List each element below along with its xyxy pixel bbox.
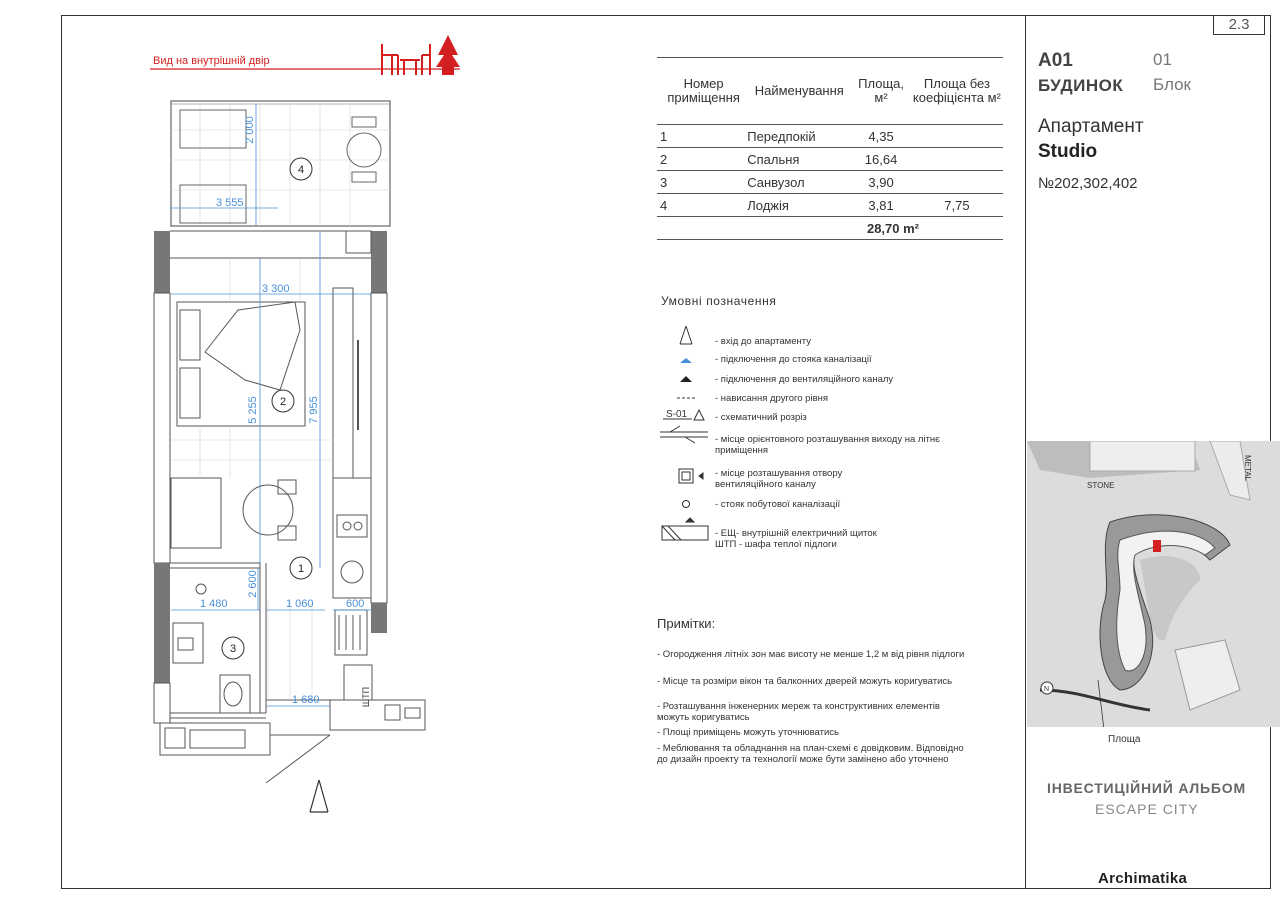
area-table xyxy=(657,57,1003,240)
block-label: Блок xyxy=(1153,75,1191,94)
dim-7955: 7 955 xyxy=(308,396,320,424)
apartment-walls xyxy=(154,231,387,723)
col-name: Найменування xyxy=(754,83,844,98)
dim-2000: 2 000 xyxy=(244,116,256,144)
row-area: 16,64 xyxy=(864,151,898,167)
bedroom-furniture xyxy=(171,288,372,700)
floor-tiles xyxy=(171,258,333,700)
shtp-label: ШТП xyxy=(361,686,371,708)
legend-item: - вхід до апартаменту xyxy=(715,336,811,347)
table-header xyxy=(657,58,1003,125)
legend-icons xyxy=(660,322,715,552)
row-num: 4 xyxy=(660,197,668,213)
room-4-label: 4 xyxy=(297,164,305,176)
row-num: 2 xyxy=(660,151,668,167)
entrance-arrow-icon xyxy=(310,780,328,812)
section-icon xyxy=(694,410,704,420)
dim-1480: 1 480 xyxy=(200,598,228,610)
legend-item: - нависання другого рівня xyxy=(715,393,829,404)
summer-exit-icon xyxy=(660,426,708,443)
table-row xyxy=(657,171,1003,194)
room-1-label: 1 xyxy=(297,563,305,575)
col-number: Номер приміщення xyxy=(667,76,740,105)
total-area: 28,70 m² xyxy=(866,220,920,236)
row-num: 3 xyxy=(660,174,668,190)
apartment-label: Апартамент xyxy=(1038,116,1144,137)
sewer-riser-icon xyxy=(683,501,690,508)
panel-divider xyxy=(1025,15,1026,889)
north-label: N xyxy=(1044,686,1050,693)
row-name: Санвузол xyxy=(747,174,805,190)
note-item: - Меблювання та обладнання на план-схемі є довідковим. Відповідно до дизайн проекту та технології може бути замінено або уточнено xyxy=(657,743,964,765)
section-code: S-01 xyxy=(666,409,688,420)
row-area: 3,90 xyxy=(868,174,894,190)
sewer-connection-icon xyxy=(680,358,692,363)
col-area-nc: Площа без коефіцієнта м² xyxy=(912,76,1001,105)
row-name: Лоджія xyxy=(747,197,789,213)
row-area-nc: 7,75 xyxy=(944,197,970,213)
legend-item: - підключення до стояка каналізації xyxy=(715,354,872,365)
room-2-label: 2 xyxy=(279,396,287,408)
legend-item: - місце розташування отвору вентиляційного каналу xyxy=(715,468,843,490)
col-area: Площа, м² xyxy=(858,76,904,105)
site-map xyxy=(1027,441,1280,727)
dim-1060: 1 060 xyxy=(286,598,314,610)
row-area: 3,81 xyxy=(868,197,894,213)
floor-plan xyxy=(140,35,470,825)
project-name: ESCAPE CITY xyxy=(1095,801,1199,817)
building-label: БУДИНОК xyxy=(1038,76,1124,95)
note-item: - Місце та розміри вікон та балконних дверей можуть коригуватись xyxy=(657,676,953,687)
map-label-metal: METAL xyxy=(1243,455,1252,482)
apartment-type: Studio xyxy=(1038,141,1098,162)
vent-connection-icon xyxy=(680,376,692,382)
legend-title: Умовні позначення xyxy=(661,294,777,308)
map-label-plosha: Площа xyxy=(1108,734,1141,745)
electric-panel-icon xyxy=(662,518,708,540)
block-number: 01 xyxy=(1153,50,1172,69)
legend-item: - схематичний розріз xyxy=(715,412,807,423)
row-name: Передпокій xyxy=(747,128,816,144)
loggia xyxy=(171,101,390,226)
row-area: 4,35 xyxy=(868,128,894,144)
note-item: - Розташування інженерних мереж та конструктивних елементів можуть коригуватись xyxy=(657,701,940,723)
table-row xyxy=(657,125,1003,148)
room-3-label: 3 xyxy=(229,643,237,655)
map-label-stone: STONE xyxy=(1087,481,1115,490)
dim-5255: 5 255 xyxy=(247,396,259,424)
album-title: ІНВЕСТИЦІЙНИЙ АЛЬБОМ xyxy=(1047,780,1246,796)
dim-1680: 1 680 xyxy=(292,694,320,706)
notes-title: Примітки: xyxy=(657,616,716,631)
table-row xyxy=(657,194,1003,217)
legend-item: - ЕЩ- внутрішній електричний щиток ШТП - шафа теплої підлоги xyxy=(715,528,877,550)
legend-item: - місце орієнтовного розташування виходу на літнє приміщення xyxy=(715,434,940,456)
note-item: - Площі приміщень можуть уточнюватись xyxy=(657,727,839,738)
page-number: 2.3 xyxy=(1213,15,1265,35)
legend-item: - стояк побутової каналізації xyxy=(715,499,841,510)
apartment-code: A01 xyxy=(1038,50,1073,71)
note-item: - Огородження літніх зон має висоту не менше 1,2 м від рівня підлоги xyxy=(657,649,965,660)
row-name: Спальня xyxy=(747,151,800,167)
vent-opening-icon xyxy=(679,469,703,483)
dim-3555: 3 555 xyxy=(216,197,244,209)
table-total xyxy=(657,217,1003,240)
archimatika-logo: Archimatika xyxy=(1098,870,1188,887)
dim-600: 600 xyxy=(346,598,365,610)
dim-3300: 3 300 xyxy=(262,283,290,295)
legend-item: - підключення до вентиляційного каналу xyxy=(715,374,894,385)
row-num: 1 xyxy=(660,128,668,144)
table-row xyxy=(657,148,1003,171)
dim-2600: 2 600 xyxy=(247,570,259,598)
entrance-icon xyxy=(680,326,692,344)
view-label: Вид на внутрішній двір xyxy=(153,55,270,67)
apartment-numbers: №202,302,402 xyxy=(1038,175,1138,192)
